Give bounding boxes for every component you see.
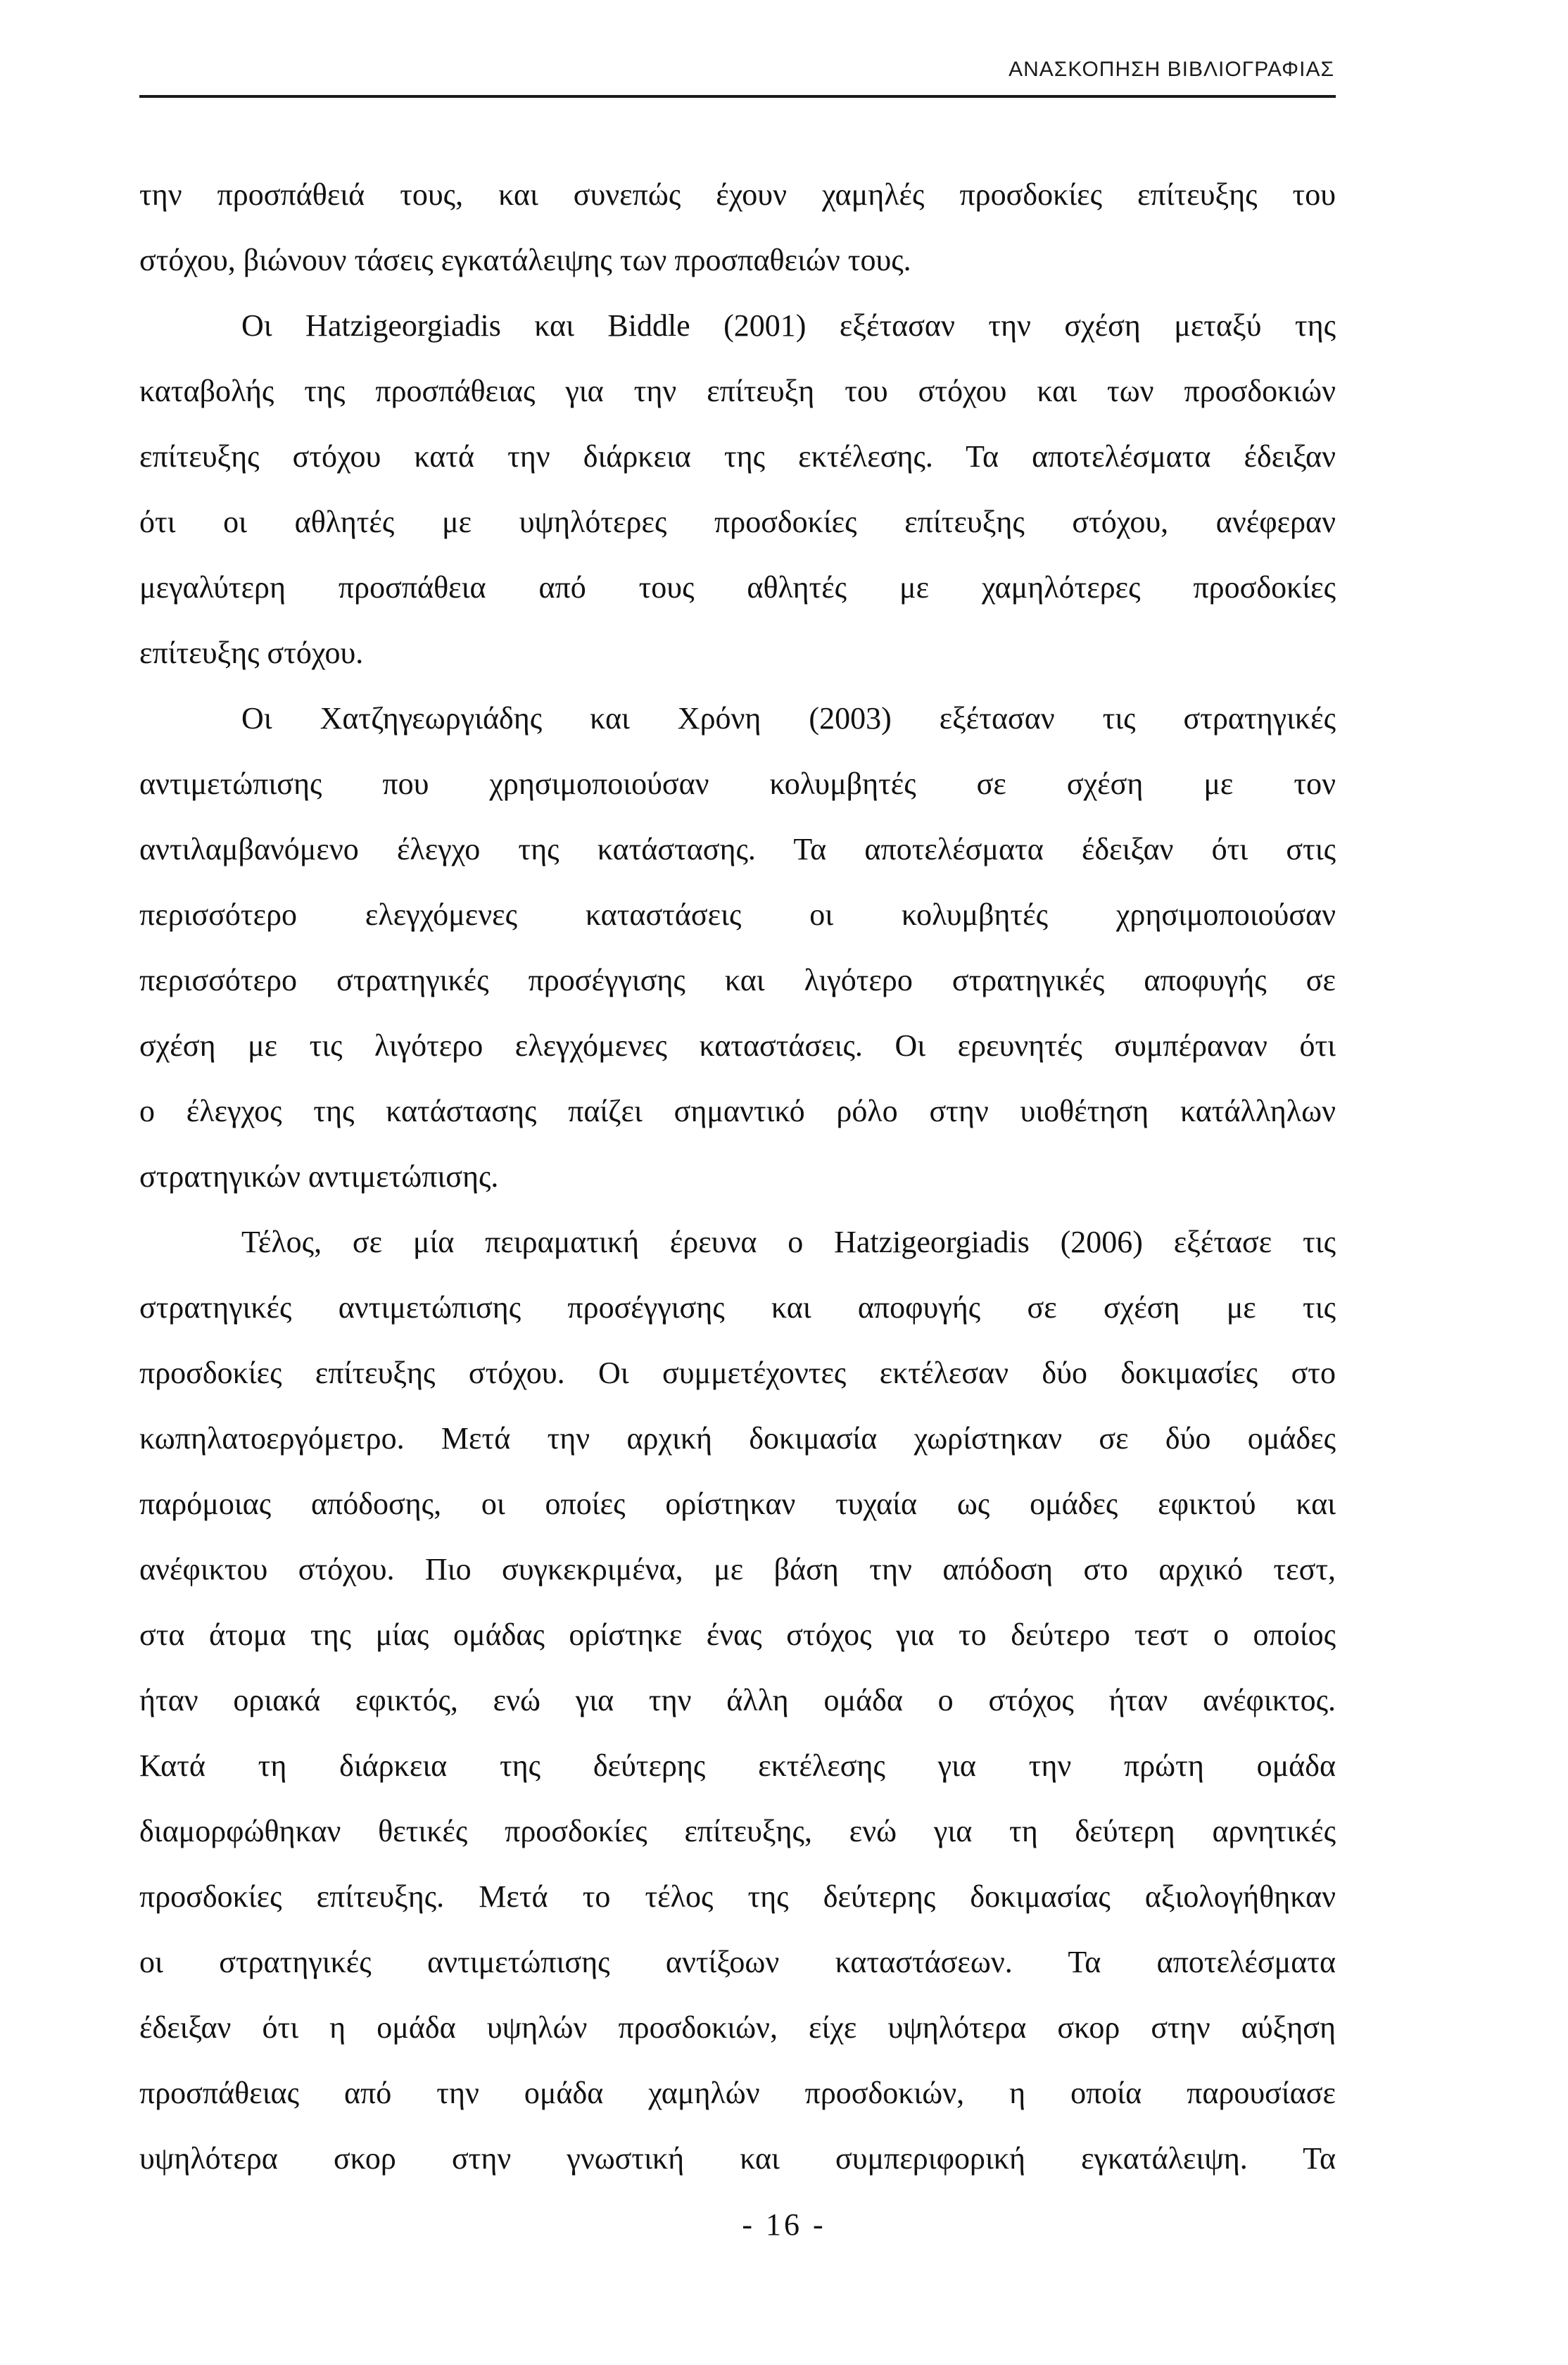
- text-line: καταβολής της προσπάθειας για την επίτευξη του στόχου και των προσδοκιών: [139, 374, 1336, 408]
- text-line: προσδοκίες επίτευξης στόχου. Οι συμμετέχοντες εκτέλεσαν δύο δοκιμασίες στο: [139, 1356, 1336, 1390]
- text-line: την προσπάθειά τους, και συνεπώς έχουν χαμηλές προσδοκίες επίτευξης του: [139, 177, 1336, 212]
- text-line: στόχου, βιώνουν τάσεις εγκατάλειψης των προσπαθειών τους.: [139, 243, 911, 277]
- body-text: [139, 162, 1336, 2191]
- text-line: μεγαλύτερη προσπάθεια από τους αθλητές με χαμηλότερες προσδοκίες: [139, 570, 1336, 605]
- text-line: στρατηγικών αντιμετώπισης.: [139, 1159, 499, 1194]
- text-line: διαμορφώθηκαν θετικές προσδοκίες επίτευξης, ενώ για τη δεύτερη αρνητικές: [139, 1814, 1336, 1848]
- text-line: οι στρατηγικές αντιμετώπισης αντίξοων καταστάσεων. Τα αποτελέσματα: [139, 1945, 1336, 1979]
- running-header: ΑΝΑΣΚΟΠΗΣΗ ΒΙΒΛΙΟΓΡΑΦΙΑΣ: [1009, 58, 1334, 81]
- text-line: αντιμετώπισης που χρησιμοποιούσαν κολυμβητές σε σχέση με τον: [139, 767, 1336, 801]
- text-line: προσπάθειας από την ομάδα χαμηλών προσδοκιών, η οποία παρουσίασε: [139, 2076, 1336, 2110]
- text-line: στα άτομα της μίας ομάδας ορίστηκε ένας στόχος για το δεύτερο τεστ ο οποίος: [139, 1617, 1336, 1652]
- text-line: επίτευξης στόχου κατά την διάρκεια της εκτέλεσης. Τα αποτελέσματα έδειξαν: [139, 439, 1336, 474]
- text-line: περισσότερο ελεγχόμενες καταστάσεις οι κολυμβητές χρησιμοποιούσαν: [139, 897, 1336, 932]
- text-line: έδειξαν ότι η ομάδα υψηλών προσδοκιών, είχε υψηλότερα σκορ στην αύξηση: [139, 2010, 1336, 2045]
- text-line: ήταν οριακά εφικτός, ενώ για την άλλη ομάδα ο στόχος ήταν ανέφικτος.: [139, 1683, 1336, 1717]
- text-line: ότι οι αθλητές με υψηλότερες προσδοκίες επίτευξης στόχου, ανέφεραν: [139, 505, 1336, 539]
- text-line: ανέφικτου στόχου. Πιο συγκεκριμένα, με βάση την απόδοση στο αρχικό τεστ,: [139, 1552, 1336, 1587]
- text-line: αντιλαμβανόμενο έλεγχο της κατάστασης. Τα αποτελέσματα έδειξαν ότι στις: [139, 832, 1336, 866]
- text-line: Κατά τη διάρκεια της δεύτερης εκτέλεσης για την πρώτη ομάδα: [139, 1748, 1336, 1783]
- text-line: περισσότερο στρατηγικές προσέγγισης και λιγότερο στρατηγικές αποφυγής σε: [139, 963, 1336, 997]
- text-line: στρατηγικές αντιμετώπισης προσέγγισης και αποφυγής σε σχέση με τις: [139, 1290, 1336, 1325]
- text-line: σχέση με τις λιγότερο ελεγχόμενες καταστάσεις. Οι ερευνητές συμπέραναν ότι: [139, 1028, 1336, 1063]
- text-line: υψηλότερα σκορ στην γνωστική και συμπεριφορική εγκατάλειψη. Τα: [139, 2141, 1336, 2176]
- text-line: κωπηλατοεργόμετρο. Μετά την αρχική δοκιμασία χωρίστηκαν σε δύο ομάδες: [139, 1421, 1336, 1456]
- text-line: Τέλος, σε μία πειραματική έρευνα ο Hatzigeorgiadis (2006) εξέτασε τις: [241, 1225, 1336, 1259]
- text-line: παρόμοιας απόδοσης, οι οποίες ορίστηκαν τυχαία ως ομάδες εφικτού και: [139, 1487, 1336, 1521]
- text-line: Οι Χατζηγεωργιάδης και Χρόνη (2003) εξέτασαν τις στρατηγικές: [241, 701, 1336, 736]
- page-number: - 16 -: [742, 2207, 826, 2242]
- header-rule: [139, 95, 1336, 98]
- text-line: ο έλεγχος της κατάστασης παίζει σημαντικό ρόλο στην υιοθέτηση κατάλληλων: [139, 1094, 1336, 1128]
- text-line: Οι Hatzigeorgiadis και Biddle (2001) εξέτασαν την σχέση μεταξύ της: [241, 308, 1336, 343]
- text-line: επίτευξης στόχου.: [139, 636, 364, 670]
- text-line: προσδοκίες επίτευξης. Μετά το τέλος της δεύτερης δοκιμασίας αξιολογήθηκαν: [139, 1879, 1336, 1914]
